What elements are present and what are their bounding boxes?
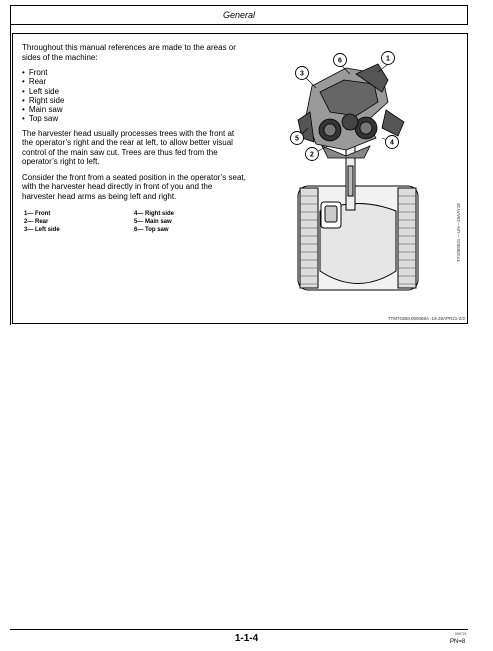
paragraph-seated-position: Consider the front from a seated position in the operator’s seat, with the harvester head directly in front of you and the harvester head arms as being left and right. bbox=[22, 172, 246, 201]
sides-list bbox=[22, 68, 247, 124]
machine-base bbox=[298, 186, 418, 290]
legend-item: 5— Main saw bbox=[134, 218, 172, 225]
document-reference: TTM7GBM,000068A -19-28APR21-2/2 bbox=[387, 316, 465, 321]
list-item: • Main saw bbox=[22, 105, 247, 114]
harvester-illustration bbox=[286, 46, 448, 308]
callout-label: 2 bbox=[310, 151, 314, 159]
list-item: • Rear bbox=[22, 77, 247, 86]
intro-paragraph: Throughout this manual references are made to the areas or sides of the machine: bbox=[22, 43, 236, 62]
legend-item: 3— Left side bbox=[24, 226, 60, 233]
body-text bbox=[22, 43, 247, 207]
list-item: • Left side bbox=[22, 87, 247, 96]
left-margin-rule bbox=[10, 5, 11, 325]
header-top-rule bbox=[10, 5, 468, 6]
section-title: General bbox=[222, 10, 256, 20]
page-index: PN=8 bbox=[450, 639, 466, 645]
paragraph-orientation: The harvester head usually processes trees with the front at the operator’s right and the rear at left, to allow better visual control of the main saw cut. Trees are thus fed from the operator’s right to left. bbox=[22, 128, 235, 167]
right-margin-rule bbox=[467, 5, 468, 25]
page-number: 1-1-4 bbox=[234, 633, 259, 644]
list-item: • Front bbox=[22, 68, 247, 77]
legend-item: 6— Top saw bbox=[134, 226, 169, 233]
list-item: • Right side bbox=[22, 96, 247, 105]
callout-label: 5 bbox=[295, 135, 299, 143]
callout-label: 4 bbox=[390, 139, 394, 147]
callout-label: 3 bbox=[300, 70, 304, 78]
list-item: • Top saw bbox=[22, 114, 247, 123]
callout-label: 1 bbox=[386, 55, 390, 63]
figure-legend bbox=[24, 211, 224, 234]
boom bbox=[346, 140, 355, 210]
image-id: TX1059531 —UN—19AAY18 bbox=[456, 203, 461, 262]
header-bottom-rule bbox=[10, 24, 468, 25]
legend-item: 1— Front bbox=[24, 211, 51, 217]
date-code: 090721 bbox=[455, 632, 467, 636]
legend-item: 2— Rear bbox=[24, 218, 49, 225]
legend-item: 4— Right side bbox=[134, 211, 175, 217]
footer-rule bbox=[10, 629, 468, 630]
callout-label: 6 bbox=[338, 57, 342, 65]
